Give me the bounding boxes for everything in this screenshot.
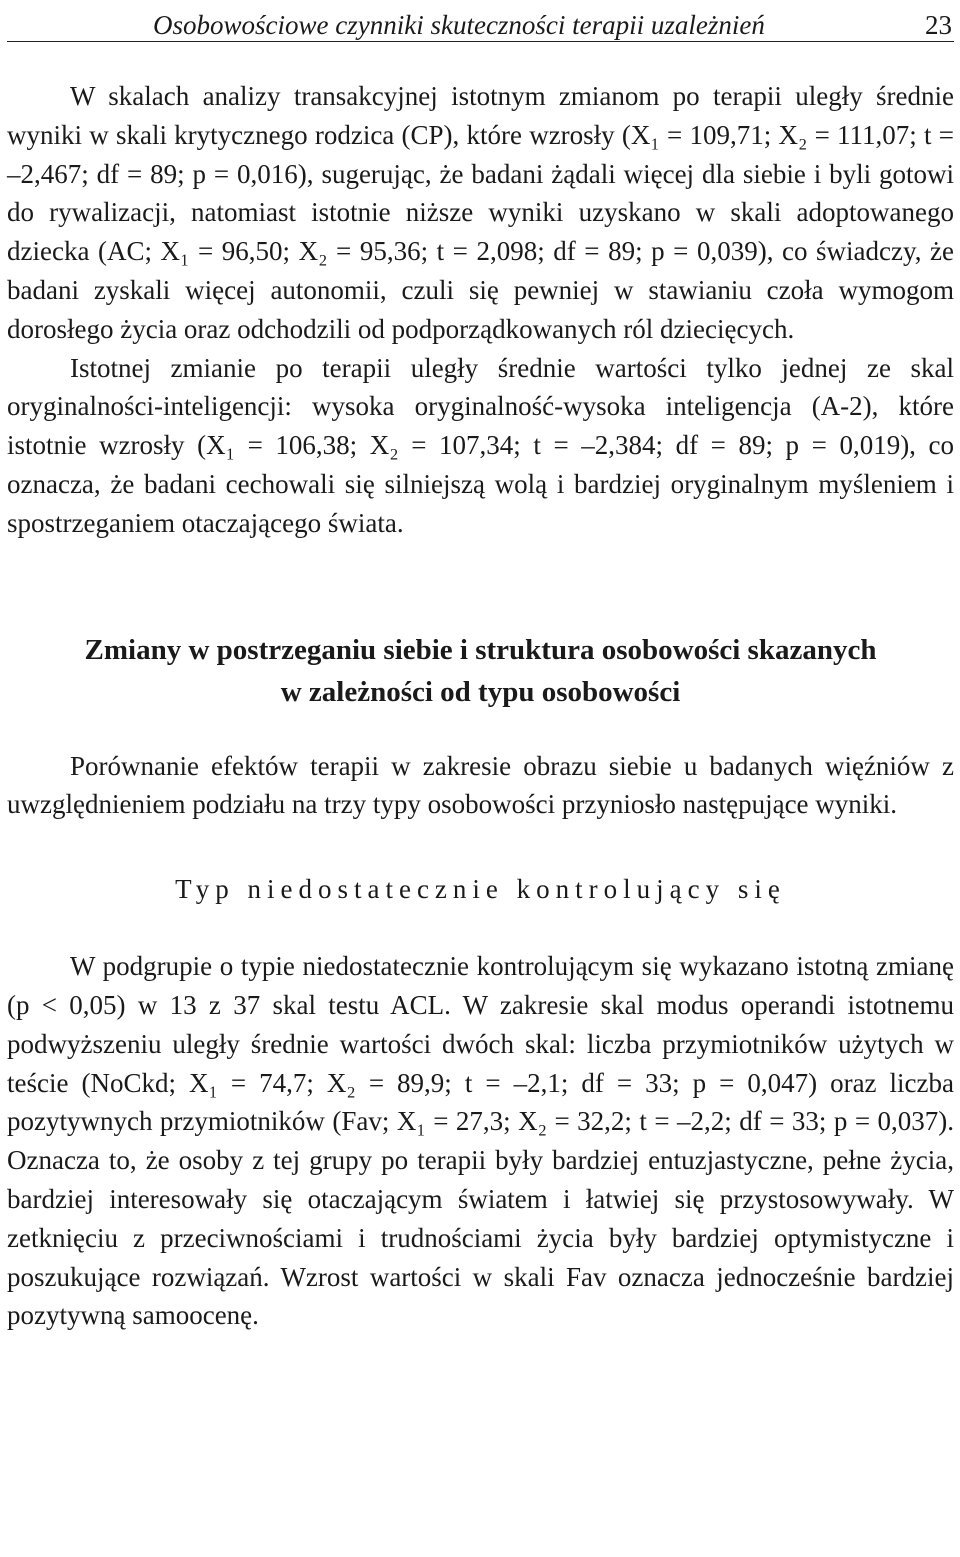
paragraph-intro: Porównanie efektów terapii w zakresie obrazu siebie u badanych więźniów z uwzględnieniem podziału na trzy typy osobowości przyniosło następujące wyniki. [7, 750, 954, 820]
running-head-title: Osobowościowe czynniki skuteczności terapii uzależnień [153, 10, 765, 40]
paragraph-transactional-analysis: W skalach analizy transakcyjnej istotnym zmianom po terapii uległy średnie wyniki w skali krytycznego rodzica (CP), które wzrosły (X₁ = 109,71; X₂ = 111,07; t = –2,467; df = 89; p = 0,016), sugerując, że badani żądali więcej dla siebie i byli gotowi do rywalizacji, natomiast istotnie niższe wyniki uzyskano w skali adoptowanego dziecka (AC; X₁ = 96,50; X₂ = 95,36; t = 2,098; df = 89; p = 0,039), co świadczy, że badani zyskali więcej autonomii, czuli się pewniej w stawianiu czoła wymogom dorosłego życia oraz odchodzili od podporządkowanych ról dziecięcych. [7, 81, 954, 344]
text-block-undercontrolled [7, 947, 954, 1335]
paragraph-originality-intelligence: Istotnej zmianie po terapii uległy średnie wartości tylko jednej ze skal oryginalności-inteligencji: wysoka oryginalność-wysoka inteligencja (A-2), które istotnie wzrosły (X₁ = 106,38; X₂ = 107,34; t = –2,384; df = 89; p = 0,019), co oznacza, że badani cechowali się silniejszą wolą i bardziej oryginalnym myśleniem i spostrzeganiem otaczającego świata. [7, 352, 954, 538]
page-number: 23 [925, 10, 952, 40]
subsection-title: Typ niedostatecznie kontrolujący się [175, 874, 786, 905]
paragraph-undercontrolled-results: W podgrupie o typie niedostatecznie kontrolującym się wykazano istotną zmianę (p < 0,05) w 13 z 37 skal testu ACL. W zakresie skal modus operandi istotnemu podwyższeniu uległy średnie wartości dwóch skal: liczba przymiotników użytych w teście (NoCkd; X₁ = 74,7; X₂ = 89,9; t = –2,1; df = 33; p = 0,047) oraz liczba pozytywnych przymiotników (Fav; X₁ = 27,3; X₂ = 32,2; t = –2,2; df = 33; p = 0,037). Oznacza to, że osoby z tej grupy po terapii były bardziej entuzjastyczne, pełne życia, bardziej interesowały się otaczającym światem i łatwiej się przystosowywały. W zetknięciu z przeciwnościami i trudnościami życia były bardziej optymistyczne i poszukujące rozwiązań. Wzrost wartości w skali Fav oznacza jednocześnie bardziej pozytywną samoocenę. [7, 951, 954, 1331]
running-head [7, 0, 954, 42]
section-title-line-1: Zmiany w postrzeganiu siebie i struktura osobowości skazanych [84, 633, 877, 666]
text-block-intro [7, 747, 954, 825]
text-block-ta-results [7, 77, 954, 543]
section-title [7, 629, 954, 713]
section-title-line-2: w zależności od typu osobowości [280, 675, 681, 708]
